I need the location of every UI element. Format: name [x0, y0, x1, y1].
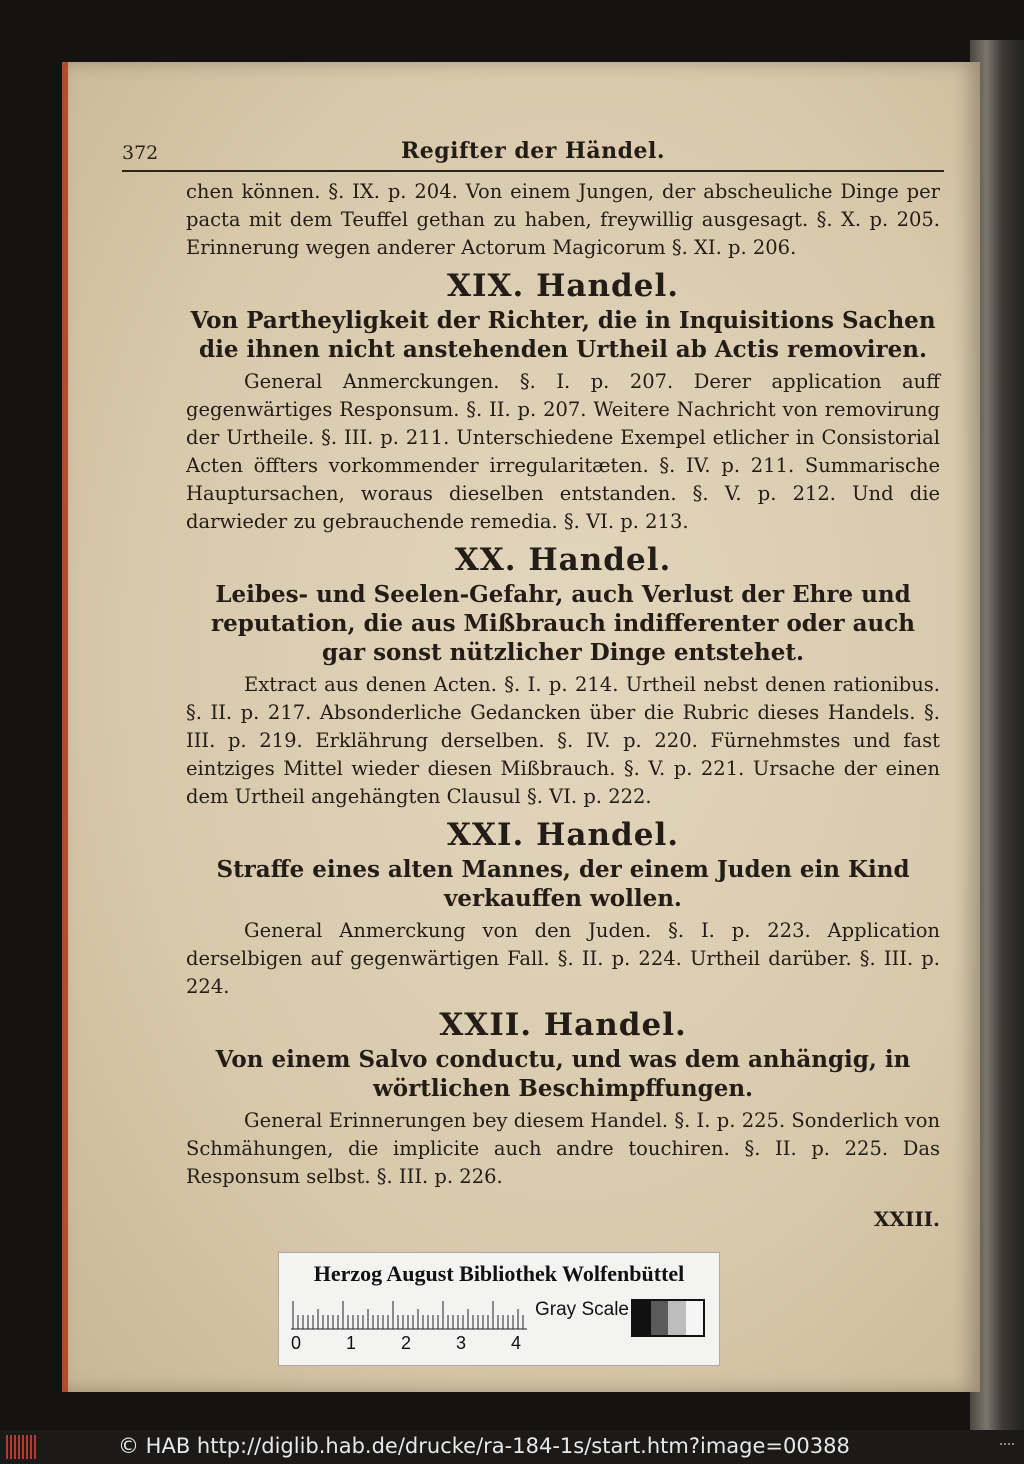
running-head: Regifter der Händel. [401, 138, 665, 164]
ruler-number: 4 [511, 1333, 522, 1353]
gray-swatch [651, 1301, 669, 1335]
section-heading: XX. Handel. [454, 542, 672, 578]
register-text [186, 178, 940, 1233]
section-paragraph: Extract aus denen Acten. §. I. p. 214. Urtheil nebst denen rationibus. §. II. p. 217. Absonderliche Gedancken über die Rubric dieses Handels. §. III. p. 219. Erklährung derselben. §. IV. p. 220. Fürnehmstes und fast eintziges Mittel wieder diesen Mißbrauch. §. V. p. 221. Ursache der einen dem Urtheil angehängten Clausul §. VI. p. 222. [186, 673, 940, 808]
section-xxi [186, 817, 940, 1001]
ruler-numbers [291, 1333, 541, 1357]
ruler-number: 3 [456, 1333, 467, 1353]
copyright-link[interactable]: © HAB http://diglib.hab.de/drucke/ra-184-1s/start.htm?image=00388 [118, 1434, 850, 1458]
ruler-number: 1 [346, 1333, 357, 1353]
viewer-footer [0, 1430, 1024, 1464]
section-paragraph: General Anmerckungen. §. I. p. 207. Derer application auff gegenwärtiges Responsum. §. II. p. 207. Weitere Nachricht von removirung der Urtheile. §. III. p. 211. Unterschiedene Exempel etlicher in Consistorial Acten öffters vorkommender irregularitæten. §. IV. p. 211. Summarische Hauptursachen, woraus dieselben entstanden. §. V. p. 212. Und die darwieder zu gebrauchende remedia. §. VI. p. 213. [186, 370, 940, 533]
section-xix [186, 268, 940, 536]
section-heading: XIX. Handel. [446, 268, 680, 304]
section-subheading: Leibes- und Seelen-Gefahr, auch Verlust der Ehre und reputation, die aus Mißbrauch indifferenter oder auch gar sonst nützlicher Dinge entstehet. [211, 581, 915, 666]
section-heading: XXI. Handel. [446, 817, 680, 853]
gray-scale-swatches [631, 1299, 705, 1337]
section-paragraph: General Erinnerungen bey diesem Handel. §. I. p. 225. Sonderlich von Schmähungen, die implicite auch andre touchiren. §. II. p. 225. Das Responsum selbst. §. III. p. 226. [186, 1109, 940, 1188]
ruler-scale [291, 1297, 527, 1331]
section-subheading: Straffe eines alten Mannes, der einem Juden ein Kind verkauffen wollen. [216, 856, 910, 912]
section-xxii [186, 1007, 940, 1191]
catchword: XXIII. [873, 1207, 940, 1231]
section-heading: XXII. Handel. [439, 1007, 687, 1043]
ruler-number: 2 [401, 1333, 412, 1353]
page-header [122, 130, 944, 172]
gray-swatch [686, 1301, 704, 1335]
ruler-number: 0 [291, 1333, 302, 1353]
library-label-card [278, 1252, 720, 1366]
page-number: 372 [122, 142, 159, 164]
gray-scale-label: Gray Scale [535, 1299, 629, 1320]
intro-paragraph: chen können. §. IX. p. 204. Von einem Jungen, der abscheuliche Dinge per pacta mit dem Teuffel gethan zu haben, freywillig ausgesagt. §. X. p. 205. Erinnerung wegen anderer Actorum Magicorum §. XI. p. 206. [186, 180, 940, 259]
section-xx [186, 542, 940, 811]
gray-swatch [633, 1301, 651, 1335]
library-name: Herzog August Bibliothek Wolfenbüttel [313, 1261, 685, 1286]
more-icon[interactable] [1000, 1443, 1014, 1449]
section-subheading: Von einem Salvo conductu, und was dem anhängig, in wörtlichen Beschimpffungen. [215, 1046, 911, 1102]
hab-logo-icon [6, 1435, 40, 1459]
gray-swatch [668, 1301, 686, 1335]
section-subheading: Von Partheyligkeit der Richter, die in Inquisitions Sachen die ihnen nicht anstehenden Urtheil ab Actis removiren. [190, 307, 936, 363]
section-paragraph: General Anmerckung von den Juden. §. I. p. 223. Application derselbigen auf gegenwärtigen Fall. §. II. p. 224. Urtheil darüber. §. III. p. 224. [186, 919, 940, 998]
